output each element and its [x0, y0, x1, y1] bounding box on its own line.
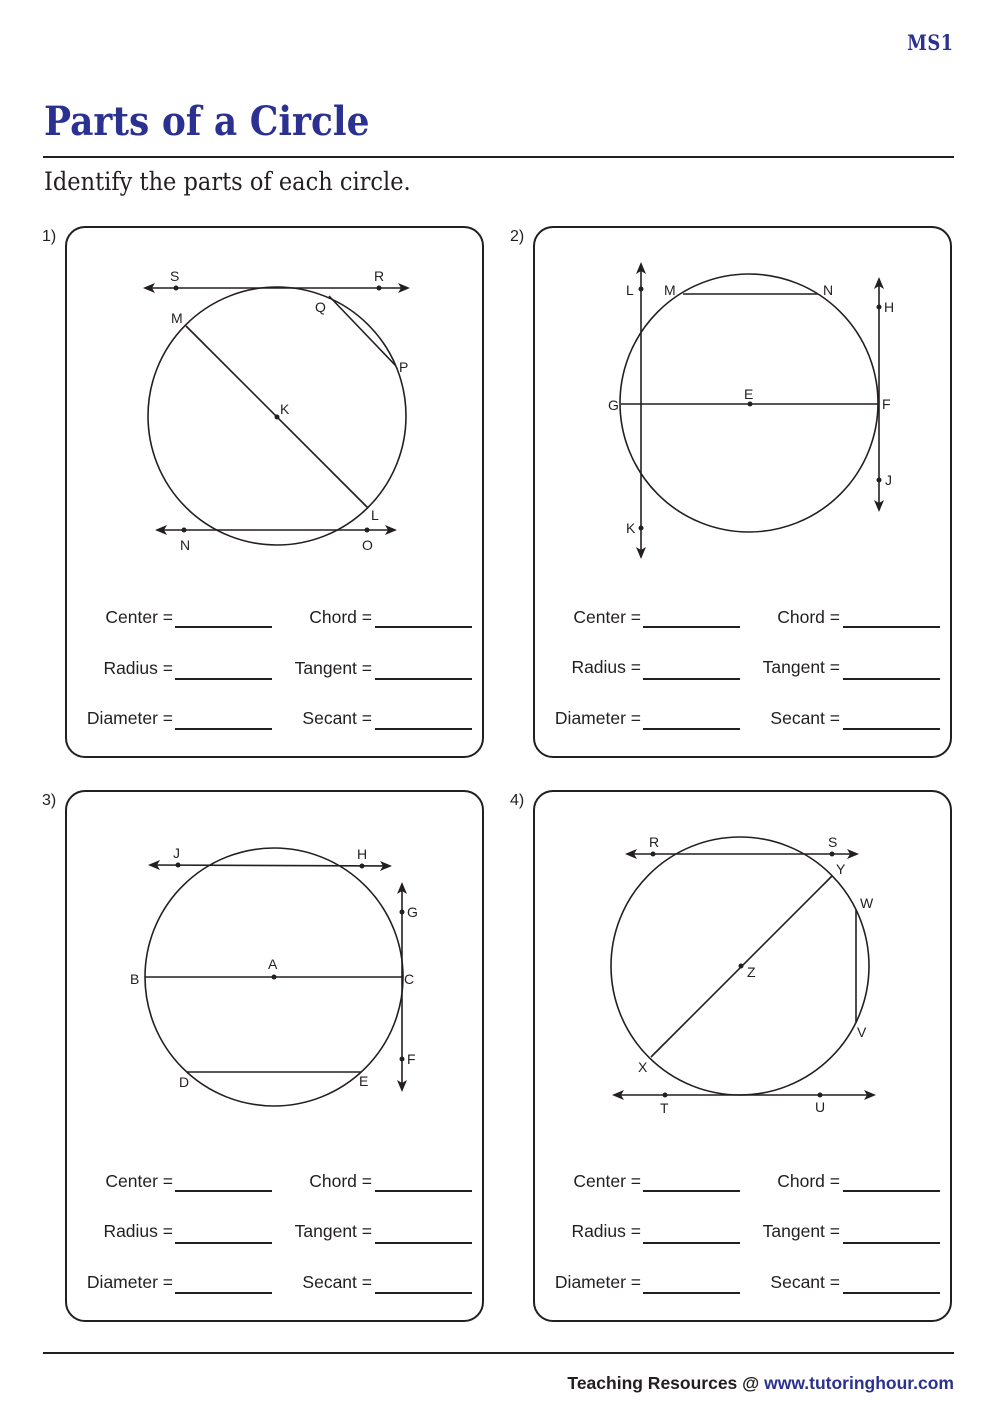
chord-answer-blank[interactable] [843, 626, 940, 628]
problem-number-3: 3) [42, 792, 57, 809]
tangent-label: Tangent = [762, 657, 840, 677]
point-label-y: Y [836, 861, 846, 877]
radius-answer-blank[interactable] [175, 1242, 272, 1244]
point-label-p: P [399, 359, 409, 375]
diameter-answer-blank[interactable] [643, 728, 740, 730]
point-label-e: E [744, 386, 754, 402]
center-answer-blank[interactable] [643, 1190, 740, 1192]
point-label-f: F [407, 1051, 416, 1067]
instructions: Identify the parts of each circle. [44, 167, 411, 196]
point-label-l: L [626, 282, 634, 298]
point-label-r: R [649, 834, 660, 850]
footer [567, 1373, 954, 1394]
center-label: Center = [105, 1171, 173, 1191]
chord-answer-blank[interactable] [375, 626, 472, 628]
footer-prefix: Teaching Resources @ [567, 1373, 765, 1393]
point-label-h: H [357, 846, 368, 862]
point-label-t: T [660, 1100, 669, 1116]
radius-answer-blank[interactable] [643, 1242, 740, 1244]
secant-answer-blank[interactable] [375, 728, 472, 730]
problem-number-4: 4) [510, 792, 525, 809]
diameter-answer-blank[interactable] [175, 1292, 272, 1294]
chord-answer-blank[interactable] [843, 1190, 940, 1192]
footer-site-link[interactable]: www.tutoringhour.com [764, 1373, 954, 1393]
worksheet-code: MS1 [907, 30, 954, 55]
center-answer-blank[interactable] [175, 1190, 272, 1192]
point-label-n: N [180, 537, 191, 553]
center-label: Center = [573, 1171, 641, 1191]
point-label-m: M [171, 310, 183, 326]
secant-label: Secant = [302, 708, 372, 728]
point-label-z: Z [747, 964, 756, 980]
diameter-answer-blank[interactable] [643, 1292, 740, 1294]
diameter-label: Diameter = [554, 708, 641, 728]
point-label-x: X [638, 1059, 648, 1075]
tangent-label: Tangent = [294, 658, 372, 678]
chord-label: Chord = [777, 607, 840, 627]
diameter-label: Diameter = [554, 1272, 641, 1292]
point-label-k: K [280, 401, 290, 417]
radius-answer-blank[interactable] [175, 678, 272, 680]
secant-label: Secant = [302, 1272, 372, 1292]
chord-label: Chord = [777, 1171, 840, 1191]
point-label-s: S [828, 834, 838, 850]
chord-qp [329, 296, 396, 366]
point-label-a: A [268, 956, 278, 972]
diagram-2 [620, 264, 879, 557]
point-label-j: J [885, 472, 892, 488]
radius-label: Radius = [103, 658, 173, 678]
point-label-f: F [882, 396, 891, 412]
tangent-answer-blank[interactable] [843, 1242, 940, 1244]
problem-number-2: 2) [510, 228, 525, 245]
point-label-n: N [823, 282, 834, 298]
radius-answer-blank[interactable] [643, 678, 740, 680]
center-label: Center = [105, 607, 173, 627]
radius-label: Radius = [571, 1221, 641, 1241]
secant-label: Secant = [770, 1272, 840, 1292]
point-label-r: R [374, 268, 385, 284]
tangent-answer-blank[interactable] [843, 678, 940, 680]
point-label-k: K [626, 520, 636, 536]
tangent-answer-blank[interactable] [375, 678, 472, 680]
tangent-label: Tangent = [762, 1221, 840, 1241]
center-label: Center = [573, 607, 641, 627]
point-label-w: W [860, 895, 874, 911]
diameter-answer-blank[interactable] [175, 728, 272, 730]
point-label-l: L [371, 507, 379, 523]
secant-line-jh [150, 865, 390, 866]
radius-label: Radius = [571, 657, 641, 677]
chord-label: Chord = [309, 607, 372, 627]
secant-answer-blank[interactable] [375, 1292, 472, 1294]
point-label-e: E [359, 1073, 369, 1089]
problem-number-1: 1) [42, 228, 57, 245]
radius-label: Radius = [103, 1221, 173, 1241]
center-answer-blank[interactable] [175, 626, 272, 628]
point-label-o: O [362, 537, 373, 553]
point-label-h: H [884, 299, 895, 315]
point-label-m: M [664, 282, 676, 298]
point-label-j: J [173, 845, 180, 861]
tangent-label: Tangent = [294, 1221, 372, 1241]
point-label-c: C [404, 971, 415, 987]
point-label-v: V [857, 1024, 867, 1040]
point-label-g: G [407, 904, 418, 920]
point-label-b: B [130, 971, 140, 987]
diameter-label: Diameter = [86, 708, 173, 728]
secant-answer-blank[interactable] [843, 728, 940, 730]
chord-answer-blank[interactable] [375, 1190, 472, 1192]
point-label-q: Q [315, 299, 326, 315]
secant-label: Secant = [770, 708, 840, 728]
chord-label: Chord = [309, 1171, 372, 1191]
diameter-label: Diameter = [86, 1272, 173, 1292]
center-answer-blank[interactable] [643, 626, 740, 628]
point-label-u: U [815, 1099, 826, 1115]
page-title: Parts of a Circle [44, 98, 370, 145]
point-label-s: S [170, 268, 180, 284]
point-label-g: G [608, 397, 619, 413]
point-label-d: D [179, 1074, 190, 1090]
tangent-answer-blank[interactable] [375, 1242, 472, 1244]
footer-divider [43, 1352, 954, 1354]
secant-answer-blank[interactable] [843, 1292, 940, 1294]
